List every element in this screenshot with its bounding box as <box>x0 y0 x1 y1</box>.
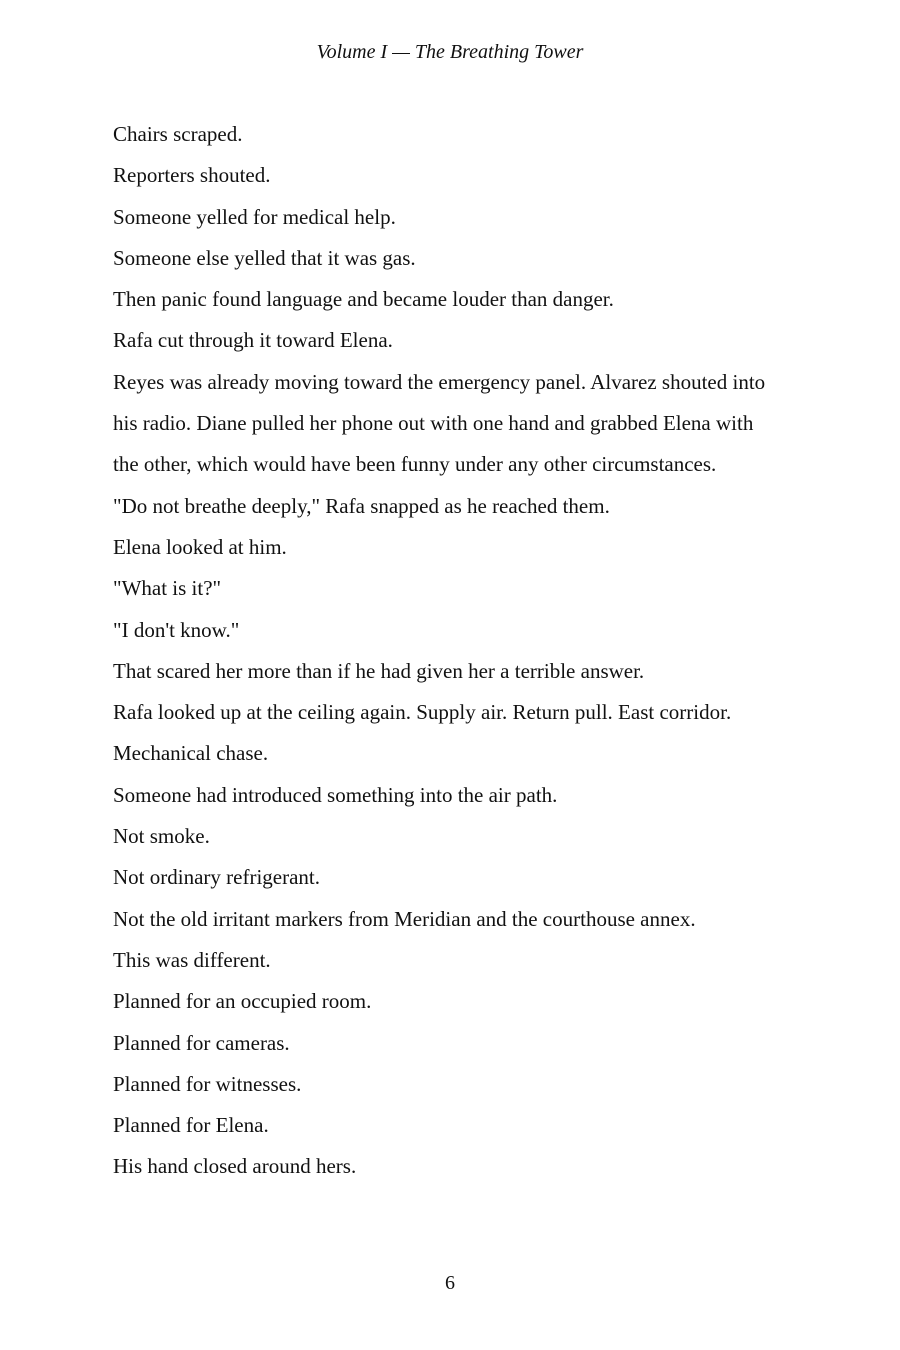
paragraph: Not ordinary refrigerant. <box>113 865 320 890</box>
paragraph: Planned for witnesses. <box>113 1071 302 1096</box>
paragraph: Chairs scraped. <box>113 122 243 146</box>
paragraph: Planned for cameras. <box>113 1030 290 1055</box>
paragraph: "I don't know." <box>113 617 240 642</box>
paragraph: Planned for an occupied room. <box>113 989 372 1014</box>
paragraph: Reporters shouted. <box>113 163 271 188</box>
paragraph: "Do not breathe deeply," Rafa snapped as he reached them. <box>113 493 610 518</box>
paragraph: Not smoke. <box>113 824 210 849</box>
paragraph: That scared her more than if he had given her a terrible answer. <box>113 658 645 683</box>
paragraph: Someone yelled for medical help. <box>113 204 396 229</box>
paragraph: This was different. <box>113 947 271 972</box>
paragraph: Rafa cut through it toward Elena. <box>113 328 393 353</box>
paragraph: Someone had introduced something into the air path. <box>113 782 558 807</box>
paragraph: "What is it?" <box>113 576 222 601</box>
paragraph: Elena looked at him. <box>113 534 287 559</box>
paragraph: Rafa looked up at the ceiling again. Supply air. Return pull. East corridor. Mechanical chase. <box>113 700 732 766</box>
paragraph: Reyes was already moving toward the emergency panel. Alvarez shouted into his radio. Diane pulled her phone out with one hand and grabbed Elena with the other, which would have been funny under any other circumstances. <box>113 369 766 477</box>
body-text <box>113 114 773 1188</box>
paragraph: His hand closed around hers. <box>113 1154 357 1179</box>
running-header-title: Volume I — The Breathing Tower <box>316 41 584 63</box>
paragraph: Planned for Elena. <box>113 1113 269 1138</box>
page-number: 6 <box>445 1272 455 1294</box>
paragraph: Not the old irritant markers from Meridian and the courthouse annex. <box>113 906 696 931</box>
paragraph: Someone else yelled that it was gas. <box>113 245 416 270</box>
paragraph: Then panic found language and became louder than danger. <box>113 287 614 312</box>
